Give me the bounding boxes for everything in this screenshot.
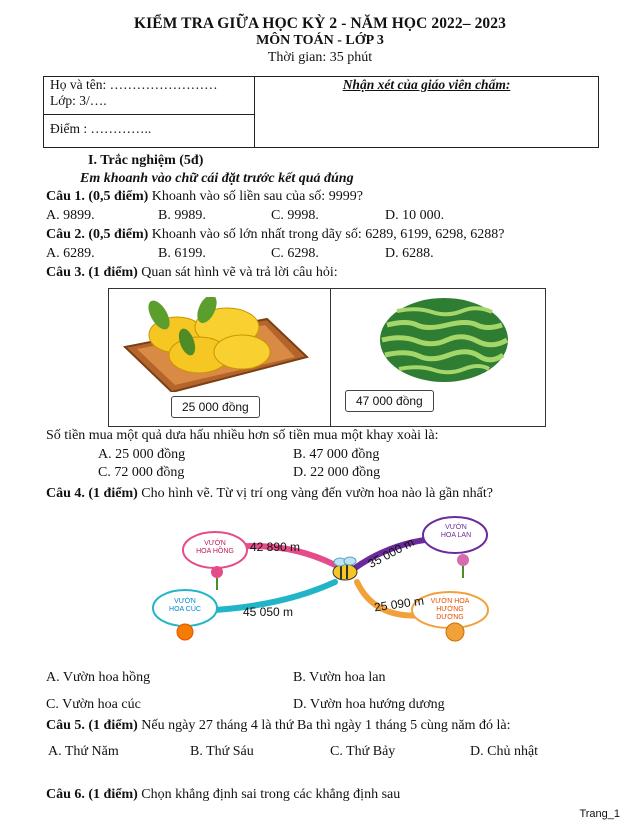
daisy-garden-label <box>165 598 205 614</box>
daisy-flower-icon <box>177 624 193 640</box>
sunflower-garden-label-line2: HƯỚNG DƯƠNG <box>436 606 464 621</box>
question-1 <box>46 189 363 205</box>
sunflower-distance-label: 25 090 m <box>373 593 425 615</box>
q3-option-a[interactable]: A. 25 000 đồng <box>98 447 186 462</box>
question-2-label: Câu 2. (0,5 điểm) <box>46 227 149 242</box>
question-3-label: Câu 3. (1 điểm) <box>46 265 138 280</box>
mango-tray-image <box>117 297 317 392</box>
daisy-distance-label: 45 050 m <box>243 605 294 619</box>
lily-garden-label <box>436 524 476 540</box>
q3-picture-frame <box>108 288 546 427</box>
question-6-label: Câu 6. (1 điểm) <box>46 787 138 802</box>
q5-option-c[interactable]: C. Thứ Bảy <box>330 744 396 759</box>
lily-garden-label-line2: HOA LAN <box>440 532 472 539</box>
rose-distance-label: 42 890 m <box>250 540 301 554</box>
mango-price-tag: 25 000 đồng <box>171 396 260 418</box>
question-4-label: Câu 4. (1 điểm) <box>46 486 138 501</box>
lily-distance-label: 35 000 m <box>365 535 417 571</box>
question-6 <box>46 787 400 803</box>
q5-option-b[interactable]: B. Thứ Sáu <box>190 744 254 759</box>
question-4-text: Cho hình vẽ. Từ vị trí ong vàng đến vườn hoa nào là gần nhất? <box>141 486 493 501</box>
section-instruction: Em khoanh vào chữ cái đặt trước kết quả đúng <box>80 171 354 186</box>
q2-option-a[interactable]: A. 6289. <box>46 246 95 261</box>
rose-flower-icon <box>211 566 223 578</box>
question-1-label: Câu 1. (0,5 điểm) <box>46 189 149 204</box>
teacher-comment-label: Nhận xét của giáo viên chấm: <box>342 77 511 92</box>
question-5-label: Câu 5. (1 điểm) <box>46 718 138 733</box>
exam-time: Thời gian: 35 phút <box>267 50 373 65</box>
question-1-text: Khoanh vào số liền sau của số: 9999? <box>151 189 363 204</box>
exam-title: KIỂM TRA GIỮA HỌC KỲ 2 - NĂM HỌC 2022– 2023 <box>133 15 506 32</box>
student-info-table <box>43 76 599 148</box>
student-class-field[interactable]: Lớp: 3/…. <box>50 93 107 108</box>
question-3-question: Số tiền mua một quả dưa hấu nhiều hơn số tiền mua một khay xoài là: <box>46 428 439 443</box>
sunflower-flower-icon <box>446 623 464 641</box>
watermelon-price-tag: 47 000 đồng <box>345 390 434 412</box>
q2-option-d[interactable]: D. 6288. <box>385 246 434 261</box>
q3-divider <box>330 289 331 426</box>
q3-option-b[interactable]: B. 47 000 đồng <box>293 447 380 462</box>
page-number: Trang_1 <box>579 808 620 820</box>
q2-option-c[interactable]: C. 6298. <box>271 246 319 261</box>
lily-flower-icon <box>457 554 469 566</box>
score-cell <box>44 115 255 148</box>
question-4 <box>46 486 493 502</box>
sunflower-garden-label-line1: VƯỜN HOA <box>430 598 470 605</box>
name-class-cell <box>44 77 255 115</box>
q1-option-d[interactable]: D. 10 000. <box>385 208 445 223</box>
question-2-text: Khoanh vào số lớn nhất trong dãy số: 6289, 6199, 6298, 6288? <box>151 227 505 242</box>
sunflower-garden-label <box>422 598 478 622</box>
daisy-garden-label-line1: VƯỜN <box>174 598 196 605</box>
q3-option-c[interactable]: C. 72 000 đồng <box>98 465 185 480</box>
exam-subject: MÔN TOÁN - LỚP 3 <box>256 33 384 48</box>
watermelon-image <box>377 295 511 385</box>
student-name-field[interactable]: Họ và tên: …………………… <box>50 77 218 92</box>
q3-option-d[interactable]: D. 22 000 đồng <box>293 465 381 480</box>
lily-garden-label-line1: VƯỜN <box>445 524 467 531</box>
question-2 <box>46 227 504 243</box>
question-6-text: Chọn khẳng định sai trong các khẳng định sau <box>141 787 401 802</box>
question-5-text: Nếu ngày 27 tháng 4 là thứ Ba thì ngày 1 tháng 5 cùng năm đó là: <box>141 718 511 733</box>
daisy-garden-label-line2: HOA CÚC <box>169 606 201 613</box>
q2-option-b[interactable]: B. 6199. <box>158 246 206 261</box>
score-field[interactable]: Điểm : ………….. <box>50 121 152 136</box>
question-5 <box>46 718 510 734</box>
rose-garden-label-line1: VƯỜN <box>204 540 226 547</box>
q5-option-a[interactable]: A. Thứ Năm <box>48 744 119 759</box>
q1-option-c[interactable]: C. 9998. <box>271 208 319 223</box>
rose-garden-label-line2: HOA HỒNG <box>196 548 234 555</box>
question-3-text: Quan sát hình vẽ và trả lời câu hỏi: <box>141 265 338 280</box>
teacher-comment-cell <box>255 77 599 148</box>
q4-option-d[interactable]: D. Vườn hoa hướng dương <box>293 697 445 712</box>
section-title: I. Trắc nghiệm (5đ) <box>88 153 204 168</box>
q5-option-d[interactable]: D. Chủ nhật <box>470 744 539 759</box>
q4-option-c[interactable]: C. Vườn hoa cúc <box>46 697 141 712</box>
q4-option-a[interactable]: A. Vườn hoa hồng <box>46 670 151 685</box>
rose-garden-label <box>195 540 235 556</box>
q1-option-b[interactable]: B. 9989. <box>158 208 206 223</box>
q4-option-b[interactable]: B. Vườn hoa lan <box>293 670 386 685</box>
bee-icon <box>333 557 357 580</box>
q1-option-a[interactable]: A. 9899. <box>46 208 95 223</box>
question-3 <box>46 265 338 281</box>
